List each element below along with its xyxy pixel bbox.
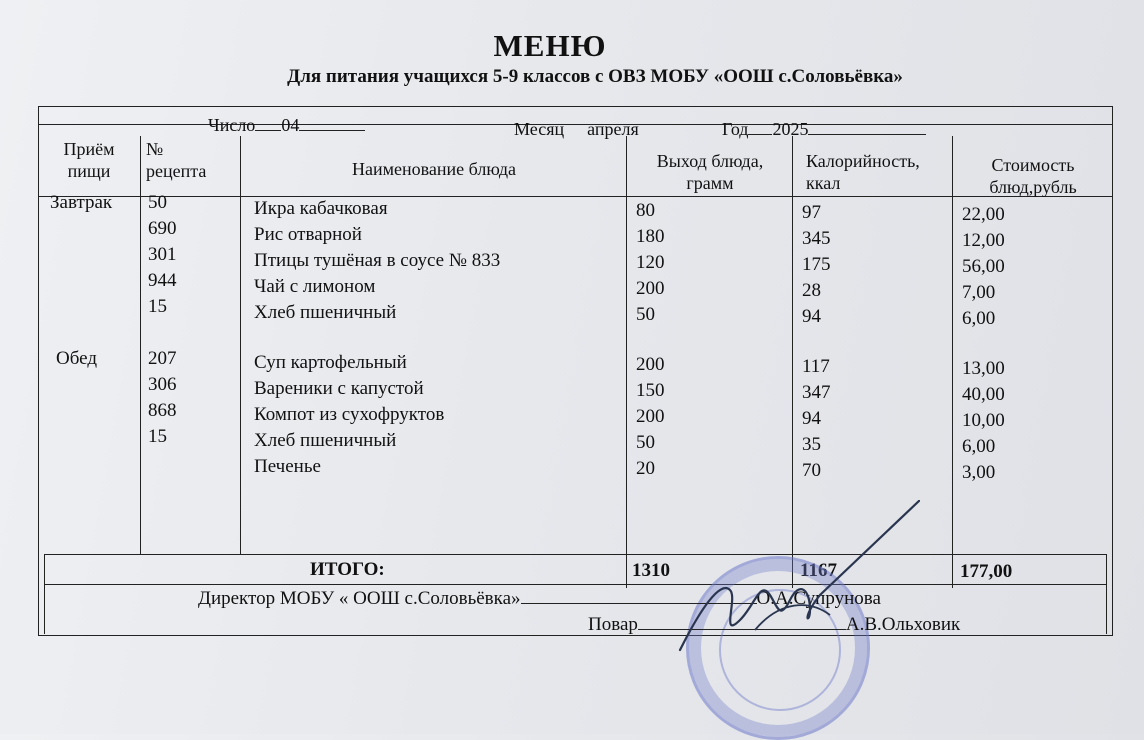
recipe-number: 301 [148,244,177,265]
dish-weight: 80 [636,200,655,221]
cook-name: А.В.Ольховик [845,614,961,635]
year-label: Год [722,119,749,139]
header-cost-line1: Стоимость [991,155,1075,175]
dish-cost: 10,00 [962,410,1005,431]
header-calories [806,150,920,194]
recipe-number: 207 [148,348,177,369]
header-dish: Наименование блюда [351,159,516,179]
header-cost-line2: блюд,рубль [989,177,1077,197]
dish-calories: 175 [802,254,831,275]
year-field [722,116,926,142]
header-recipe-line1: № [146,139,164,159]
lunch-costs [962,356,1005,486]
dish-weight: 50 [636,432,655,453]
recipe-number: 690 [148,218,177,239]
lunch-dishes [254,350,444,480]
dish-name: Печенье [254,456,321,477]
director-label: Директор МОБУ « ООШ с.Соловьёвка» [198,588,521,609]
dish-cost: 6,00 [962,308,996,329]
breakfast-recipes [148,190,177,320]
totals-calories: 1167 [800,560,837,581]
breakfast-dishes [254,196,500,326]
dish-name: Птицы тушёная в соусе № 833 [254,250,501,271]
day-value: 04 [281,115,300,135]
dish-calories: 94 [802,306,821,327]
dish-weight: 120 [636,252,665,273]
day-label: Число [208,115,256,135]
breakfast-calories [802,200,831,330]
dish-weight: 20 [636,458,655,479]
dish-cost: 40,00 [962,384,1005,405]
header-weight-line1: Выход блюда, [656,151,764,171]
meal-label-lunch: Обед [56,348,97,369]
header-cost [954,154,1112,198]
header-calories-line1: Калорийность, [806,151,920,171]
dish-name: Икра кабачковая [254,198,388,219]
recipe-number: 868 [148,400,177,421]
header-meal [40,138,138,182]
dish-cost: 7,00 [962,282,996,303]
dish-calories: 97 [802,202,821,223]
dish-name: Рис отварной [254,224,362,245]
dish-name: Компот из сухофруктов [254,404,445,425]
page-subtitle: Для питания учащихся 5-9 классов с ОВЗ МОБУ «ООШ с.Соловьёвка» [287,66,903,87]
recipe-number: 15 [148,296,167,317]
dish-weight: 200 [636,278,665,299]
breakfast-weights [636,198,665,328]
dish-cost: 56,00 [962,256,1005,277]
meal-label-breakfast: Завтрак [50,192,113,213]
month-field [514,116,639,142]
month-label: Месяц [514,119,565,139]
date-row [208,112,365,138]
dish-name: Хлеб пшеничный [254,302,397,323]
dish-weight: 180 [636,226,665,247]
header-recipe [146,138,206,182]
lunch-recipes [148,346,177,450]
dish-weight: 200 [636,406,665,427]
lunch-calories [802,354,831,484]
dish-cost: 6,00 [962,436,996,457]
dish-calories: 345 [802,228,831,249]
dish-calories: 28 [802,280,821,301]
header-weight [628,150,792,194]
dish-calories: 117 [802,356,830,377]
year-value: 2025 [772,119,809,139]
header-weight-line2: грамм [686,173,734,193]
recipe-number: 944 [148,270,177,291]
dish-name: Вареники с капустой [254,378,424,399]
dish-cost: 22,00 [962,204,1005,225]
totals-label: ИТОГО: [310,559,385,580]
dish-calories: 347 [802,382,831,403]
dish-name: Чай с лимоном [254,276,376,297]
header-meal-line1: Приём [63,139,115,159]
handwritten-signature [660,500,920,680]
lunch-weights [636,352,665,482]
dish-cost: 12,00 [962,230,1005,251]
cook-label: Повар [588,614,638,635]
dish-name: Суп картофельный [254,352,407,373]
dish-calories: 94 [802,408,821,429]
dish-cost: 3,00 [962,462,996,483]
month-value: апреля [587,119,639,139]
totals-weight: 1310 [632,560,670,581]
dish-weight: 200 [636,354,665,375]
director-name: О.А.Супрунова [756,588,881,609]
dish-name: Хлеб пшеничный [254,430,397,451]
totals-cost: 177,00 [960,561,1013,582]
header-meal-line2: пищи [67,161,111,181]
header-calories-line2: ккал [806,173,841,193]
dish-weight: 50 [636,304,655,325]
dish-calories: 70 [802,460,821,481]
header-recipe-line2: рецепта [146,161,207,181]
dish-cost: 13,00 [962,358,1005,379]
page-title: МЕНЮ [493,28,607,63]
recipe-number: 50 [148,192,167,213]
dish-weight: 150 [636,380,665,401]
recipe-number: 306 [148,374,177,395]
recipe-number: 15 [148,426,167,447]
breakfast-costs [962,202,1005,332]
dish-calories: 35 [802,434,821,455]
